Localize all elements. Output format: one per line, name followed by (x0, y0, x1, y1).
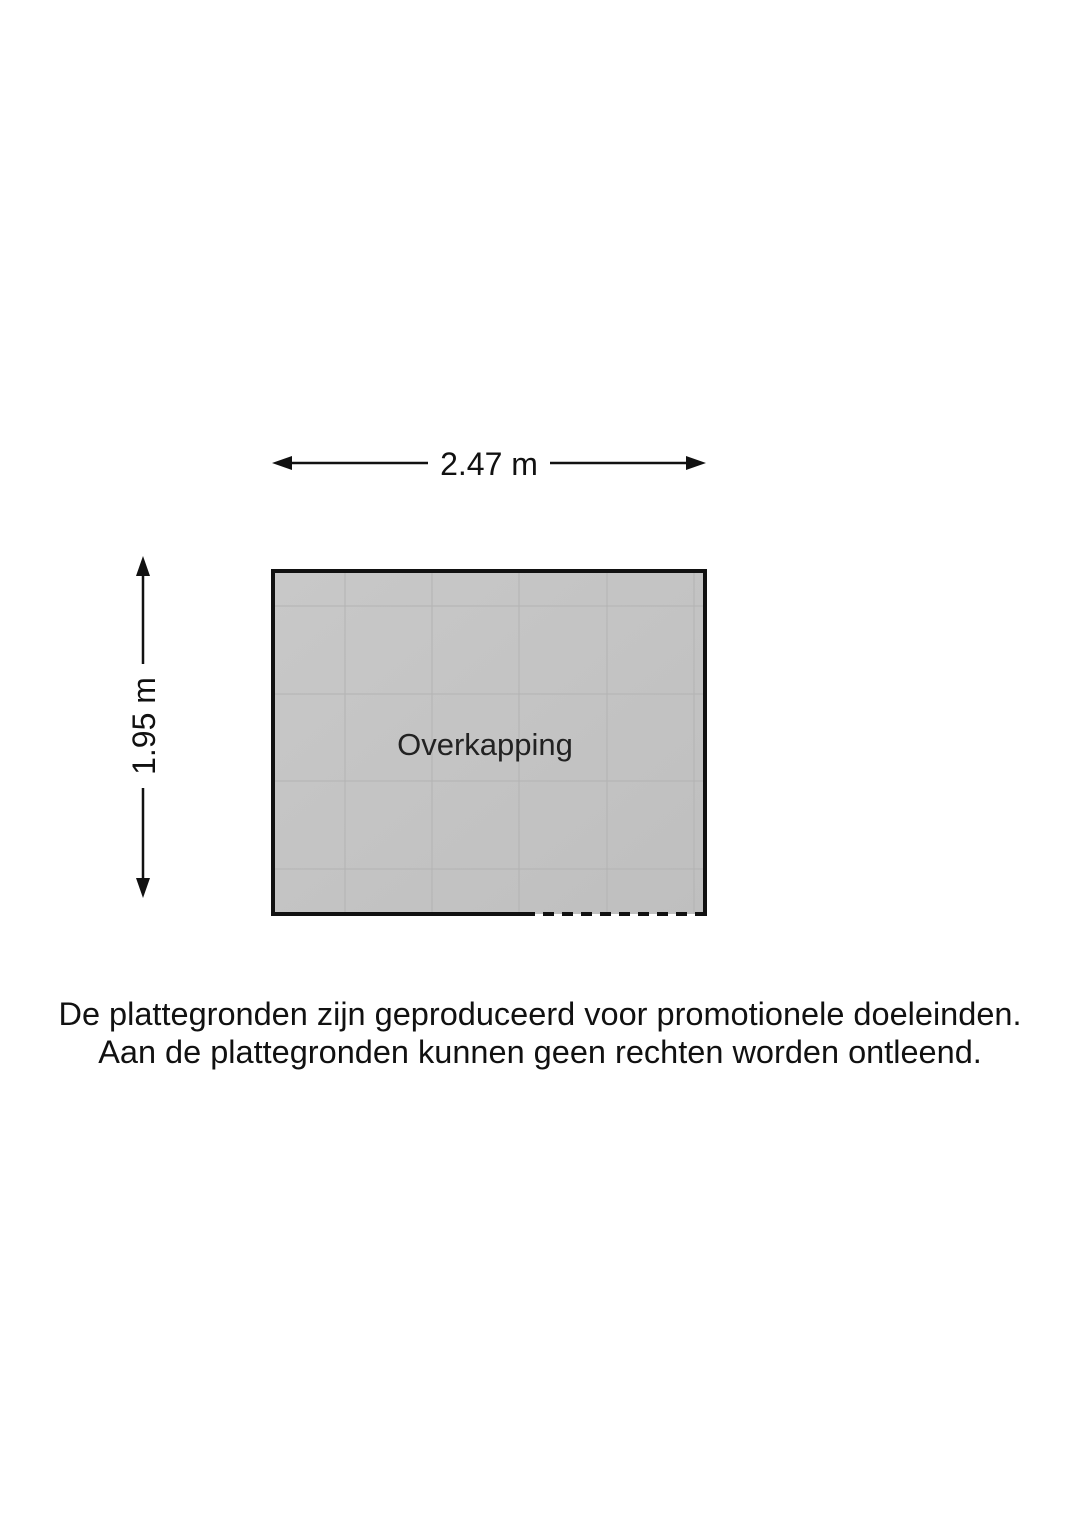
disclaimer-line-2: Aan de plattegronden kunnen geen rechten worden ontleend. (98, 1034, 982, 1070)
width-dimension (272, 446, 706, 482)
arrow-right-icon (686, 456, 706, 470)
height-dimension (126, 556, 162, 898)
disclaimer-line-1: De plattegronden zijn geproduceerd voor promotionele doeleinden. (58, 996, 1022, 1032)
disclaimer (0, 995, 1080, 1071)
room-label: Overkapping (397, 727, 573, 762)
width-dimension-label: 2.47 m (440, 446, 538, 482)
arrow-up-icon (136, 556, 150, 576)
height-dimension-label: 1.95 m (126, 677, 162, 775)
room-overkapping (271, 569, 706, 916)
arrow-left-icon (272, 456, 292, 470)
arrow-down-icon (136, 878, 150, 898)
